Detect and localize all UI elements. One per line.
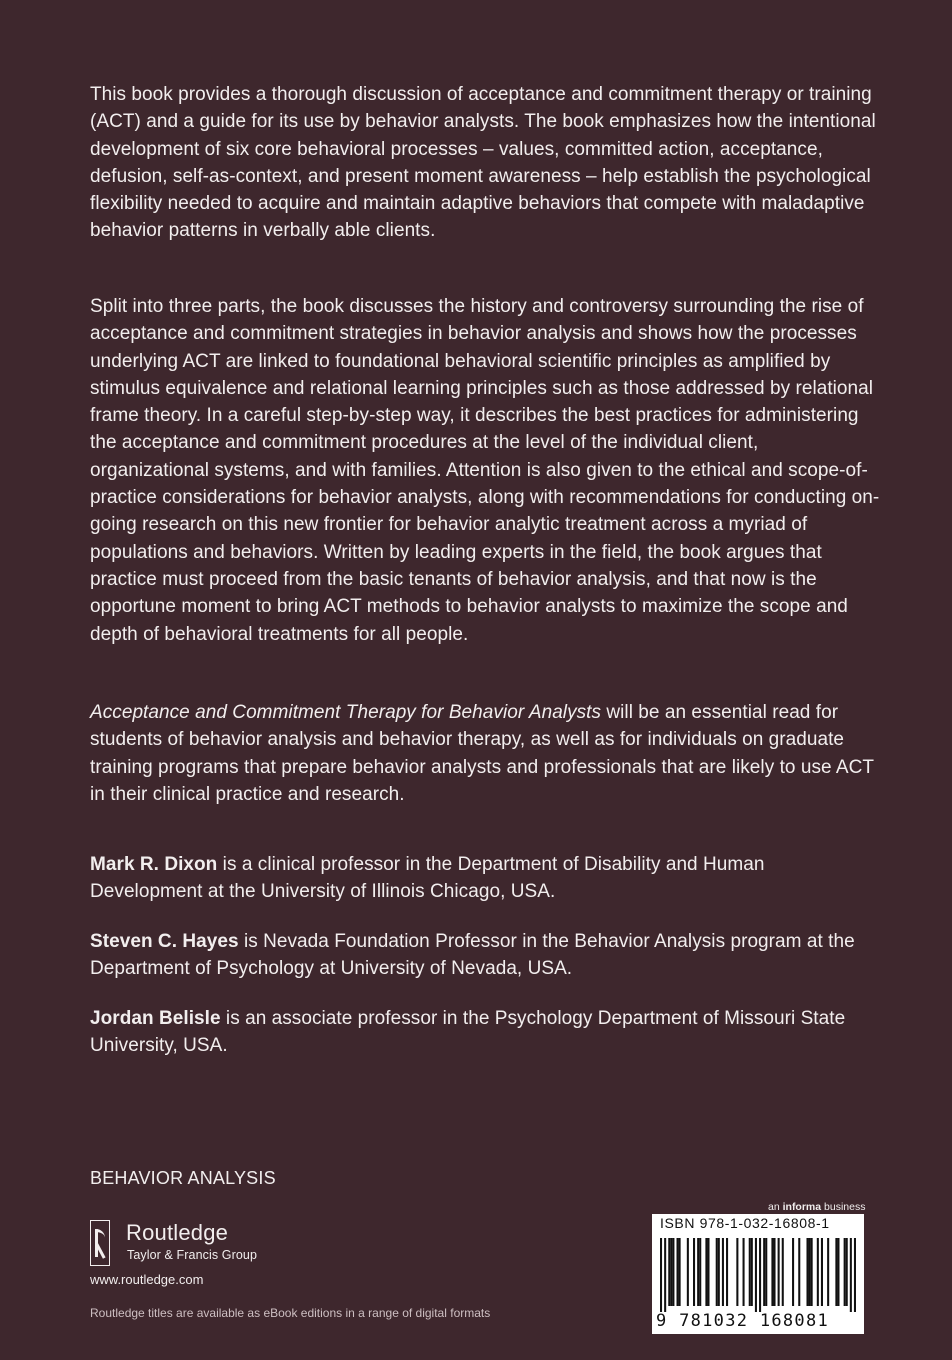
description-paragraph-2: Split into three parts, the book discusses the history and controversy surrounding the rise of acceptance and commitment strategies in behavior analysis and shows how the processes underlying ACT are linked to foundational behavioral scientific principles as amplified by stimulus equivalence and relational learning principles such as those addressed by relational frame theory. In a careful step-by-step way, it describes the best practices for administering the acceptance and commitment procedures at the level of the individual client, organizational systems, and with families. Attention is also given to the ethical and scope-of-practice considerations for behavior analysts, along with recommendations for conducting on-going research on this new frontier for behavior analytic treatment across a myriad of populations and behaviors. Written by leading experts in the field, the book argues that practice must proceed from the basic tenants of behavior analysis, and that now is the opportune moment to bring ACT methods to behavior analysts to maximize the scope and depth of behavioral treatments for all people. bbox=[90, 296, 880, 645]
barcode-bar bbox=[743, 1238, 745, 1306]
description-paragraph-1: This book provides a thorough discussion of acceptance and commitment therapy or training (ACT) and a guide for its use by behavior analysts. The book emphasizes how the intentional development of six core behavioral processes – values, committed action, acceptance, defusion, self-as-context, and present moment awareness – help establish the psychological flexibility needed to acquire and maintain adaptive behaviors that compete with maladaptive behavior patterns in verbally able clients. bbox=[90, 84, 876, 242]
barcode-bar bbox=[749, 1238, 751, 1306]
author-bio bbox=[90, 928, 880, 983]
description-paragraph-3-text: will be an essential read for students of behavior analysis and behavior therapy, as well as for individuals on graduate training programs that prepare behavior analysts and professionals that are likely to use ACT in their clinical practice and research. bbox=[90, 702, 874, 805]
informa-suffix: business bbox=[821, 1201, 866, 1213]
barcode-bar bbox=[672, 1238, 674, 1306]
author-name: Jordan Belisle bbox=[90, 1008, 221, 1029]
barcode-bar bbox=[755, 1238, 757, 1312]
barcode-bar bbox=[811, 1238, 813, 1306]
barcode-bar bbox=[736, 1238, 738, 1306]
barcode-bar bbox=[773, 1238, 775, 1306]
book-title-italic: Acceptance and Commitment Therapy for Behavior Analysts bbox=[90, 702, 602, 723]
barcode-bar bbox=[798, 1238, 800, 1306]
barcode-bar bbox=[817, 1238, 819, 1306]
barcode-bar bbox=[835, 1238, 837, 1306]
barcode-bar bbox=[722, 1238, 724, 1306]
isbn-barcode-block bbox=[652, 1214, 864, 1334]
author-bio-text: is Nevada Foundation Professor in the Behavior Analysis program at the Department of Psychology at University of Nevada, USA. bbox=[90, 931, 855, 980]
barcode-bar bbox=[693, 1238, 695, 1306]
barcode-bar bbox=[827, 1238, 829, 1306]
barcode-bar bbox=[778, 1238, 780, 1306]
barcode-bar bbox=[782, 1238, 784, 1306]
barcode-bar bbox=[771, 1238, 773, 1306]
informa-tagline bbox=[768, 1201, 865, 1213]
barcode-bar bbox=[687, 1238, 689, 1306]
barcode-bar bbox=[716, 1238, 718, 1306]
barcode-bar bbox=[705, 1238, 707, 1306]
barcode-bar bbox=[759, 1238, 761, 1312]
publisher-logo bbox=[90, 1218, 290, 1268]
informa-prefix: an bbox=[768, 1201, 783, 1213]
author-name: Mark R. Dixon bbox=[90, 854, 218, 875]
barcode-bar bbox=[846, 1238, 848, 1306]
barcode-bar bbox=[677, 1238, 679, 1306]
barcode-bar bbox=[670, 1238, 672, 1306]
description-paragraph-3 bbox=[90, 699, 880, 808]
author-bio bbox=[90, 851, 880, 906]
barcode-digits: 9 781032 168081 bbox=[656, 1311, 830, 1331]
barcode-bar bbox=[844, 1238, 846, 1306]
subject-category: BEHAVIOR ANALYSIS bbox=[90, 1168, 276, 1188]
barcode-bar bbox=[765, 1238, 767, 1306]
barcode-bar bbox=[726, 1238, 728, 1306]
barcode-icon bbox=[660, 1238, 856, 1312]
ebook-note: Routledge titles are available as eBook editions in a range of digital formats bbox=[90, 1306, 491, 1320]
barcode-bar bbox=[763, 1238, 765, 1306]
barcode-bar bbox=[707, 1238, 709, 1306]
author-bio-text: is a clinical professor in the Department of Disability and Human Development at the University of Illinois Chicago, USA. bbox=[90, 854, 765, 903]
barcode-bar bbox=[751, 1238, 753, 1306]
publisher-group: Taylor & Francis Group bbox=[127, 1248, 258, 1262]
barcode-bar bbox=[821, 1238, 823, 1306]
author-bio bbox=[90, 1005, 880, 1060]
barcode-bar bbox=[854, 1238, 856, 1312]
routledge-mark-icon bbox=[90, 1220, 110, 1266]
publisher-name: Routledge bbox=[126, 1220, 229, 1245]
barcode-bar bbox=[809, 1238, 811, 1306]
barcode-bar bbox=[664, 1238, 666, 1312]
barcode-bar bbox=[792, 1238, 794, 1306]
author-bio-text: is an associate professor in the Psychology Department of Missouri State University, USA. bbox=[90, 1008, 846, 1057]
informa-word: informa bbox=[782, 1201, 822, 1213]
barcode-bar bbox=[697, 1238, 699, 1306]
barcode-bar bbox=[679, 1238, 681, 1306]
barcode-bar bbox=[668, 1238, 670, 1306]
barcode-bar bbox=[850, 1238, 852, 1312]
author-name: Steven C. Hayes bbox=[90, 931, 239, 952]
barcode-bar bbox=[718, 1238, 720, 1306]
isbn-label: ISBN 978-1-032-16808-1 bbox=[660, 1215, 830, 1231]
barcode-bar bbox=[660, 1238, 662, 1312]
barcode-bar bbox=[806, 1238, 808, 1306]
publisher-website: www.routledge.com bbox=[90, 1272, 204, 1287]
barcode-bar bbox=[699, 1238, 701, 1306]
barcode-bar bbox=[837, 1238, 839, 1306]
